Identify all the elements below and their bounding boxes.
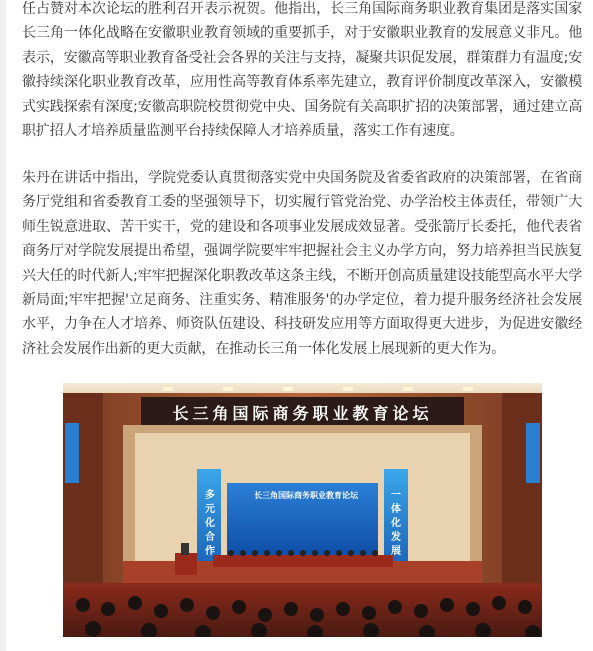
photo-screen-title: 长三角国际商务职业教育论坛 (254, 491, 358, 500)
photo-left-column-text: 多元化合作 (205, 490, 215, 557)
photo-banner-text: 长三角国际商务职业教育论坛 (172, 404, 433, 423)
photo-right-column-text: 一体化发展 (391, 490, 401, 557)
paragraph-1: 任占赞对本次论坛的胜利召开表示祝贺。他指出，长三角国际商务职业教育集团是落实国家长三角一体化战略在安徽职业教育领域的重要抓手，对于安徽职业教育的发展意义非凡。他表示，安徽高等职业教育备受社会各界的关注与支持，凝聚共识促发展，群策群力有温度;安徽持续深化职业教育改革，应用性高等教育体系率先建立，教育评价制度改革深入，安徽模式实践探索有深度;安徽高职院校贯彻党中央、国务院有关高职扩招的决策部署，通过建立高职扩招人才培养质量监测平台持续保障人才培养质量，落实工作有速度。 (22, 1, 582, 140)
left-border (0, 0, 6, 651)
conference-photo (63, 383, 542, 637)
paragraph-2: 朱丹在讲话中指出，学院党委认真贯彻落实党中央国务院及省委省政府的决策部署，在省商务厅党组和省委教育工委的坚强领导下，切实履行管党治党、办学治校主体责任，带领广大师生锐意进取、苦干实干，党的建设和各项事业发展成效显著。受张箭厅长委托，他代表省商务厅对学院发展提出希望，强调学院要牢牢把握社会主义办学方向，努力培养担当民族复兴大任的时代新人;牢牢把握深化职教改革这条主线，不断开创高质量建设技能型高水平大学新局面;牢牢把握'立足商务、注重实务、精准服务'的办学定位，着力提升服务经济社会发展水平，力争在人才培养、师资队伍建设、科技研发应用等方面取得更大进步，为促进安徽经济社会发展作出新的更大贡献，在推动长三角一体化发展上展现新的更大作为。 (22, 170, 582, 357)
